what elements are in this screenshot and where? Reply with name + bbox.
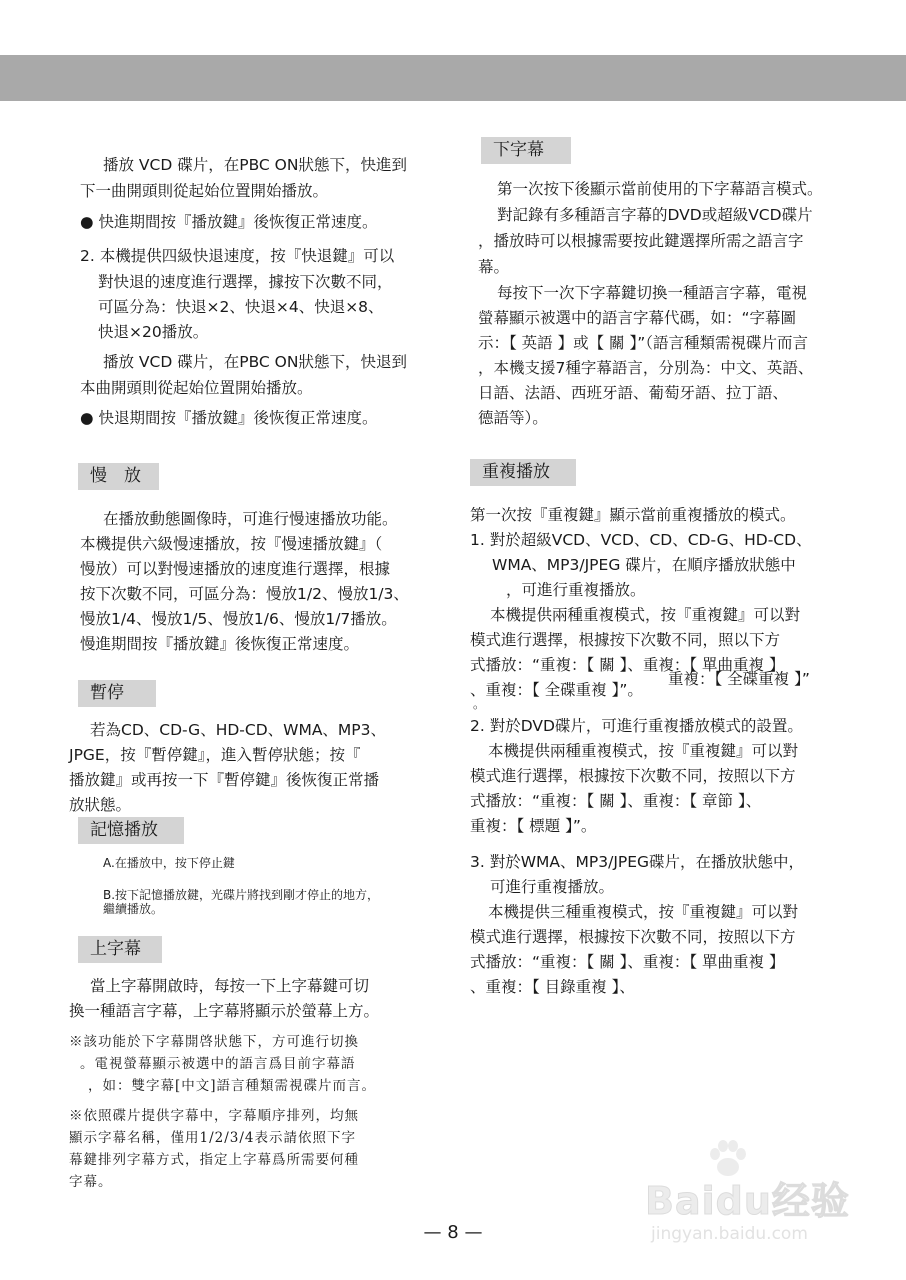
text-line: 本機提供兩種重複模式，按『重複鍵』可以對 bbox=[490, 606, 801, 624]
text-line: 快退×20播放。 bbox=[98, 323, 209, 341]
note-line: 幕鍵排列字幕方式，指定上字幕爲所需要何種 bbox=[69, 1152, 359, 1168]
text-line: 播放 VCD 碟片，在PBC ON狀態下，快進到 bbox=[103, 156, 407, 174]
section-header-upper-subtitle: 上字幕 bbox=[78, 936, 162, 963]
text-line: 式播放：“重複：【 關 】、重複：【 單曲重複 】 bbox=[470, 656, 785, 674]
text-line: 在播放動態圖像時，可進行慢速播放功能。 bbox=[103, 510, 398, 528]
text-line: 德語等）。 bbox=[478, 409, 548, 427]
section-header-slow: 慢 放 bbox=[78, 463, 159, 490]
bullet-line: ● 快退期間按『播放鍵』後恢復正常速度。 bbox=[80, 409, 378, 427]
text-line: 當上字幕開啟時，每按一下上字幕鍵可切 bbox=[90, 977, 370, 995]
text-line: ，本機支援7種字幕語言，分別為：中文、英語、 bbox=[478, 359, 814, 377]
page-number: — 8 — bbox=[423, 1222, 483, 1243]
text-line: 式播放：“重複：【 關 】、重複：【 章節 】、 bbox=[470, 792, 762, 810]
note-line: ※依照碟片提供字幕中，字幕順序排列，均無 bbox=[69, 1108, 359, 1124]
text-line: 本機提供三種重複模式，按『重複鍵』可以對 bbox=[488, 903, 799, 921]
text-line: 可進行重複播放。 bbox=[490, 878, 615, 896]
bullet-line: ● 快進期間按『播放鍵』後恢復正常速度。 bbox=[80, 213, 378, 231]
text-line: 模式進行選擇，根據按下次數不同，按照以下方 bbox=[470, 928, 796, 946]
text-line: 本機提供兩種重複模式，按『重複鍵』可以對 bbox=[488, 742, 799, 760]
note-line: 顯示字幕名稱，僅用1/2/3/4表示請依照下字 bbox=[69, 1130, 357, 1146]
watermark bbox=[645, 1140, 885, 1250]
list-item: 3. 對於WMA、MP3/JPEG碟片，在播放狀態中， bbox=[470, 853, 805, 871]
text-line: 本機提供六級慢速播放，按『慢速播放鍵』（ bbox=[80, 535, 383, 553]
text-line: 換一種語言字幕，上字幕將顯示於螢幕上方。 bbox=[69, 1002, 380, 1020]
header-bar bbox=[0, 55, 906, 101]
text-line: 第一次按下後顯示當前使用的下字幕語言模式。 bbox=[497, 180, 823, 198]
text-line: WMA、MP3/JPEG 碟片，在順序播放狀態中 bbox=[492, 556, 796, 574]
text-line: 模式進行選擇，根據按下次數不同，按照以下方 bbox=[470, 767, 796, 785]
text-line: 第一次按『重複鍵』顯示當前重複播放的模式。 bbox=[470, 506, 796, 524]
overlap-text: 重複：【 全碟重複 】” bbox=[668, 670, 810, 688]
text-line: 慢放1/4、慢放1/5、慢放1/6、慢放1/7播放。 bbox=[80, 610, 397, 628]
text-line: 按下次數不同，可區分為：慢放1/2、慢放1/3、 bbox=[80, 585, 409, 603]
section-header-pause: 暫停 bbox=[78, 680, 156, 707]
text-line: 模式進行選擇，根據按下次數不同，照以下方 bbox=[470, 631, 781, 649]
note-line: ，如：雙字幕[中文]語言種類需視碟片而言。 bbox=[88, 1078, 377, 1094]
note-line: ※該功能於下字幕開啓狀態下，方可進行切換 bbox=[69, 1034, 359, 1050]
text-line: 幕。 bbox=[478, 258, 510, 276]
text-line: 日語、法語、西班牙語、葡萄牙語、拉丁語、 bbox=[478, 384, 789, 402]
text-line: 對記錄有多種語言字幕的DVD或超級VCD碟片 bbox=[497, 206, 813, 224]
text-line: 。 bbox=[473, 697, 486, 711]
text-line: 式播放：“重複：【 關 】、重複：【 單曲重複 】 bbox=[470, 953, 785, 971]
section-header-memory: 記憶播放 bbox=[78, 817, 184, 844]
text-line: A.在播放中，按下停止鍵 bbox=[103, 856, 235, 870]
text-line: 慢放）可以對慢速播放的速度進行選擇，根據 bbox=[80, 560, 391, 578]
text-line: 對快退的速度進行選擇，據按下次數不同， bbox=[98, 273, 393, 291]
text-line: 、重複：【 目錄重複 】、 bbox=[470, 978, 635, 996]
watermark-url: jingyan.baidu.com bbox=[651, 1224, 808, 1244]
note-line: 。電視螢幕顯示被選中的語言爲目前字幕語 bbox=[80, 1056, 356, 1072]
text-line: 繼續播放。 bbox=[103, 902, 164, 916]
text-line: 每按下一次下字幕鍵切換一種語言字幕，電視 bbox=[497, 284, 808, 302]
watermark-logo: Baidu经验 bbox=[645, 1179, 850, 1223]
list-item: 2. 對於DVD碟片，可進行重複播放模式的設置。 bbox=[470, 717, 803, 735]
section-header-repeat: 重複播放 bbox=[470, 459, 576, 486]
section-header-lower-subtitle: 下字幕 bbox=[481, 137, 571, 164]
text-line: 本曲開頭則從起始位置開始播放。 bbox=[80, 379, 313, 397]
list-item: 1. 對於超級VCD、VCD、CD、CD-G、HD-CD、 bbox=[470, 531, 812, 549]
text-line: 、重複：【 全碟重複 】”。 bbox=[470, 681, 643, 699]
text-line: 下一曲開頭則從起始位置開始播放。 bbox=[80, 182, 329, 200]
text-line: 可區分為：快退×2、快退×4、快退×8、 bbox=[98, 298, 384, 316]
text-line: JPGE，按『暫停鍵』，進入暫停狀態；按『 bbox=[69, 746, 361, 764]
text-line: 重複：【 標題 】”。 bbox=[470, 817, 597, 835]
text-line: 播放 VCD 碟片，在PBC ON狀態下，快退到 bbox=[103, 353, 407, 371]
text-line: 播放鍵』或再按一下『暫停鍵』後恢復正常播 bbox=[69, 771, 380, 789]
text-line: ，播放時可以根據需要按此鍵選擇所需之語言字 bbox=[478, 232, 804, 250]
text-line: 慢進期間按『播放鍵』後恢復正常速度。 bbox=[80, 635, 360, 653]
text-line: 示：【 英語 】或【 關 】”（語言種類需視碟片而言 bbox=[478, 334, 808, 352]
text-line: ，可進行重複播放。 bbox=[506, 581, 646, 599]
text-line: 若為CD、CD-G、HD-CD、WMA、MP3、 bbox=[90, 721, 387, 739]
text-line: B.按下記憶播放鍵，光碟片將找到剛才停止的地方， bbox=[103, 888, 380, 902]
text-line: 放狀態。 bbox=[69, 796, 132, 814]
note-line: 字幕。 bbox=[69, 1174, 113, 1190]
text-line: 螢幕顯示被選中的語言字幕代碼，如：“字幕圖 bbox=[478, 309, 797, 327]
list-item: 2. 本機提供四級快退速度，按『快退鍵』可以 bbox=[80, 247, 395, 265]
